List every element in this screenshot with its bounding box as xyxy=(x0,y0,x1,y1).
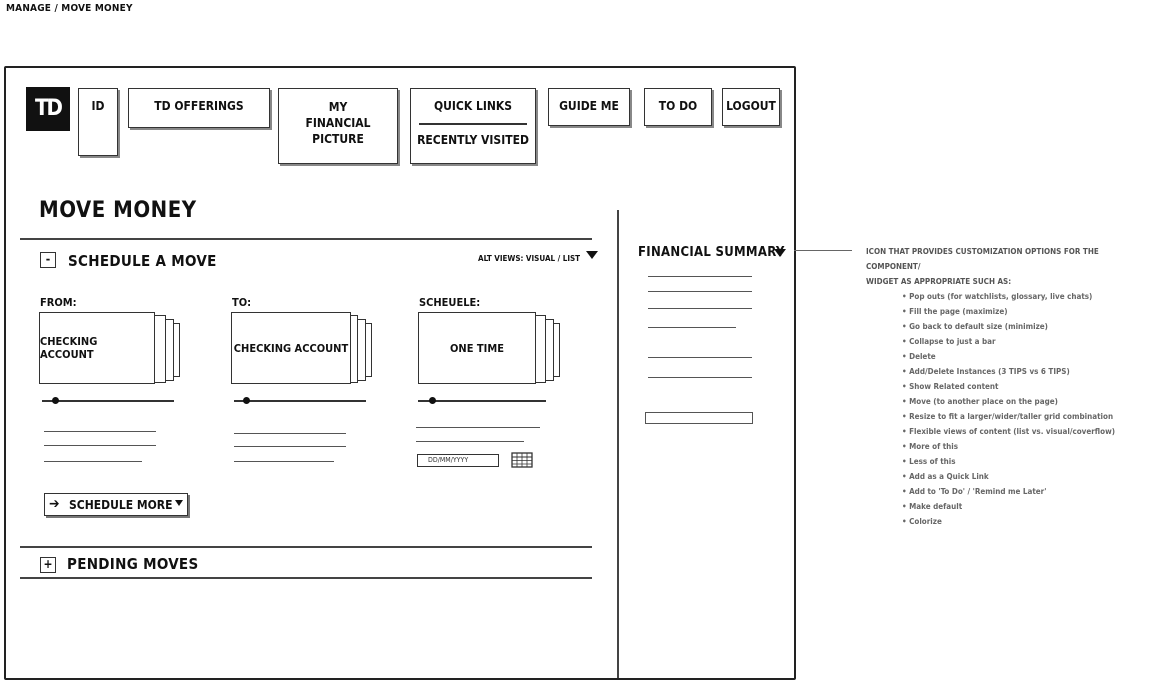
schedule-slider-handle[interactable] xyxy=(429,397,436,404)
tab-td-offerings-label: TD OFFERINGS xyxy=(154,99,244,113)
annotation-note xyxy=(866,244,1152,529)
td-logo[interactable]: TD xyxy=(26,87,70,131)
summary-line xyxy=(648,291,752,292)
to-text-line xyxy=(234,433,346,434)
annotation-item: • Colorize xyxy=(902,514,1152,529)
tab-quick-links[interactable]: QUICK LINKS xyxy=(433,99,513,113)
annotation-connector xyxy=(794,250,852,251)
pending-section-title: PENDING MOVES xyxy=(67,555,199,573)
from-slider-handle[interactable] xyxy=(52,397,59,404)
from-slider-track[interactable] xyxy=(42,400,174,402)
annotation-item: • Add to 'To Do' / 'Remind me Later' xyxy=(902,484,1152,499)
annotation-item: • Fill the page (maximize) xyxy=(902,304,1152,319)
to-account-card[interactable]: CHECKING ACCOUNT xyxy=(231,312,351,384)
column-divider xyxy=(617,210,619,678)
annotation-heading-line1: ICON THAT PROVIDES CUSTOMIZATION OPTIONS FOR THE COMPONENT/ xyxy=(866,247,1099,271)
schedule-section-title: SCHEDULE A MOVE xyxy=(68,252,217,270)
financial-summary-title: FINANCIAL SUMMARY xyxy=(638,245,785,260)
annotation-heading-line2: WIDGET AS APPROPRIATE SUCH AS: xyxy=(866,277,1012,286)
tab-td-offerings[interactable] xyxy=(128,88,270,128)
tab-guide-me-label: GUIDE ME xyxy=(559,99,619,113)
annotation-item: • Make default xyxy=(902,499,1152,514)
tab-my-financial-picture[interactable] xyxy=(278,88,398,164)
summary-line xyxy=(648,276,752,277)
annotation-item: • Collapse to just a bar xyxy=(902,334,1152,349)
tab-picture-line3: PICTURE xyxy=(312,132,364,146)
summary-line xyxy=(648,357,752,358)
from-text-line xyxy=(44,461,142,462)
from-text-line xyxy=(44,445,156,446)
logout-label: LOGOUT xyxy=(726,99,776,113)
tab-picture-line2: FINANCIAL xyxy=(305,116,371,130)
summary-line xyxy=(648,327,736,328)
schedule-frequency-card[interactable]: ONE TIME xyxy=(418,312,536,384)
schedule-label: SCHEUELE: xyxy=(419,296,481,309)
summary-options-caret-icon[interactable] xyxy=(774,249,786,257)
annotation-item: • Flexible views of content (list vs. visual/coverflow) xyxy=(902,424,1152,439)
annotation-item: • Less of this xyxy=(902,454,1152,469)
tab-recently-visited[interactable]: RECENTLY VISITED xyxy=(417,132,529,147)
tab-guide-me[interactable] xyxy=(548,88,630,126)
breadcrumb: MANAGE / MOVE MONEY xyxy=(6,3,133,14)
to-text-line xyxy=(234,446,346,447)
schedule-slider-track[interactable] xyxy=(418,400,546,402)
summary-line xyxy=(648,308,752,309)
logout-button[interactable] xyxy=(722,88,780,126)
tab-to-do[interactable] xyxy=(644,88,712,126)
expand-pending-toggle[interactable]: + xyxy=(40,557,56,573)
page-title: MOVE MONEY xyxy=(39,198,197,223)
schedule-text-line xyxy=(416,427,540,428)
calendar-icon[interactable] xyxy=(511,452,533,468)
tab-to-do-label: TO DO xyxy=(658,99,698,113)
to-label: TO: xyxy=(232,296,252,309)
annotation-item: • Go back to default size (minimize) xyxy=(902,319,1152,334)
pending-top-divider xyxy=(20,546,592,548)
annotation-item: • Pop outs (for watchlists, glossary, live chats) xyxy=(902,289,1152,304)
to-slider-handle[interactable] xyxy=(243,397,250,404)
collapse-schedule-toggle[interactable]: - xyxy=(40,252,56,268)
from-account-card[interactable]: CHECKING ACCOUNT xyxy=(39,312,155,384)
annotation-list xyxy=(866,289,1152,529)
tab-picture-line1: MY xyxy=(328,100,348,114)
annotation-item: • Add/Delete Instances (3 TIPS vs 6 TIPS) xyxy=(902,364,1152,379)
annotation-item: • Move (to another place on the page) xyxy=(902,394,1152,409)
from-text-line xyxy=(44,431,156,432)
tab-quick-links-group xyxy=(410,88,536,164)
annotation-item: • Resize to fit a larger/wider/taller grid combination xyxy=(902,409,1152,424)
summary-input-box[interactable] xyxy=(645,412,753,424)
alt-views-link[interactable]: ALT VIEWS: VISUAL / LIST xyxy=(478,254,581,263)
dropdown-caret-icon xyxy=(175,500,183,506)
pending-bottom-divider xyxy=(20,577,592,579)
tab-id[interactable] xyxy=(78,88,118,156)
date-input[interactable]: DD/MM/YYYY xyxy=(417,454,499,467)
annotation-item: • Add as a Quick Link xyxy=(902,469,1152,484)
to-slider-track[interactable] xyxy=(234,400,366,402)
schedule-more-button[interactable] xyxy=(44,493,188,516)
summary-line xyxy=(648,377,752,378)
schedule-more-label: SCHEDULE MORE xyxy=(69,498,173,512)
arrow-right-icon: ➔ xyxy=(49,496,60,512)
schedule-options-caret-icon[interactable] xyxy=(586,251,598,259)
title-divider xyxy=(20,238,592,240)
annotation-item: • More of this xyxy=(902,439,1152,454)
schedule-text-line xyxy=(416,441,524,442)
from-label: FROM: xyxy=(40,296,77,309)
to-text-line xyxy=(234,461,334,462)
annotation-item: • Show Related content xyxy=(902,379,1152,394)
annotation-item: • Delete xyxy=(902,349,1152,364)
tab-id-label: ID xyxy=(91,99,105,113)
